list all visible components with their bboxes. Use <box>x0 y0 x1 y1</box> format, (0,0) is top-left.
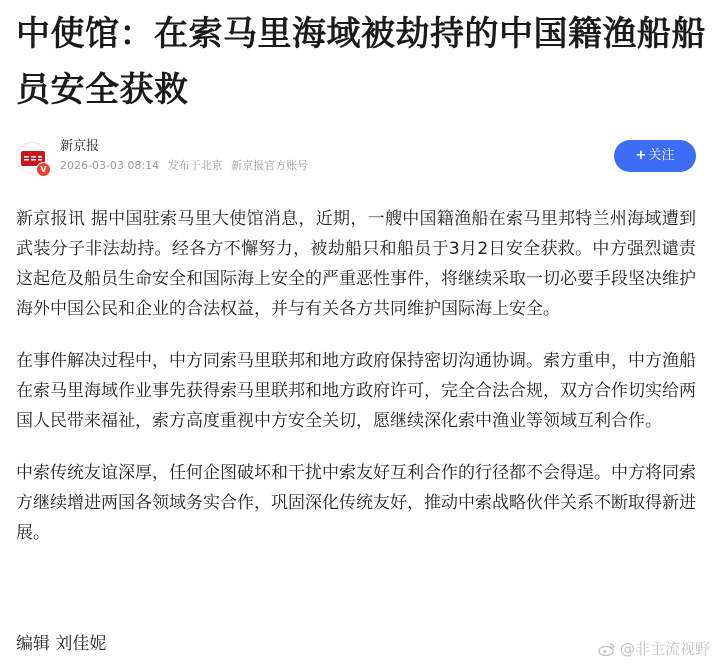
article-paragraph: 在事件解决过程中，中方同索马里联邦和地方政府保持密切沟通协调。索方重申，中方渔船在索马里海域作业事先获得索马里联邦和地方政府许可，完全合法合规，双方合作切实给两国人民带来福祉，索方高度重视中方安全关切，愿继续深化索中渔业等领域互利合作。 <box>16 351 696 431</box>
plus-icon: + <box>635 148 647 163</box>
avatar[interactable] <box>16 142 48 174</box>
verified-badge-icon: V <box>36 162 51 177</box>
follow-button-label: 关注 <box>648 148 675 163</box>
post-meta <box>60 158 308 174</box>
article-paragraph: 新京报讯 据中国驻索马里大使馆消息，近期，一艘中国籍渔船在索马里邦特兰州海域遭到武装分子非法劫持。经各方不懈努力，被劫船只和船员于3月2日安全获救。中方强烈谴责这起危及船员生命安全和国际海上安全的严重恶性事件，将继续采取一切必要手段坚决维护海外中国公民和企业的合法权益，并与有关各方共同维护国际海上安全。 <box>16 209 696 319</box>
editor-credit: 编辑 刘佳妮 <box>16 634 107 654</box>
post-date: 2026-03-03 08:14 <box>60 159 160 172</box>
follow-button[interactable] <box>614 140 696 172</box>
author-name[interactable]: 新京报 <box>60 139 100 154</box>
article-paragraph: 中索传统友谊深厚，任何企图破坏和干扰中索友好互利合作的行径都不会得逞。中方将同索方继续增进两国各领域务实合作，巩固深化传统友好，推动中索战略伙伴关系不断取得新进展。 <box>16 463 696 543</box>
post-location: 发布于北京 <box>167 159 223 172</box>
article-body <box>16 204 696 570</box>
author-row <box>16 138 700 178</box>
article-title: 中使馆：在索马里海域被劫持的中国籍渔船船员安全获救 <box>16 14 706 110</box>
watermark <box>598 638 710 660</box>
post-source: 新京报官方账号 <box>231 159 309 172</box>
weibo-icon <box>598 640 616 654</box>
watermark-text: @非主流视野 <box>619 640 710 658</box>
